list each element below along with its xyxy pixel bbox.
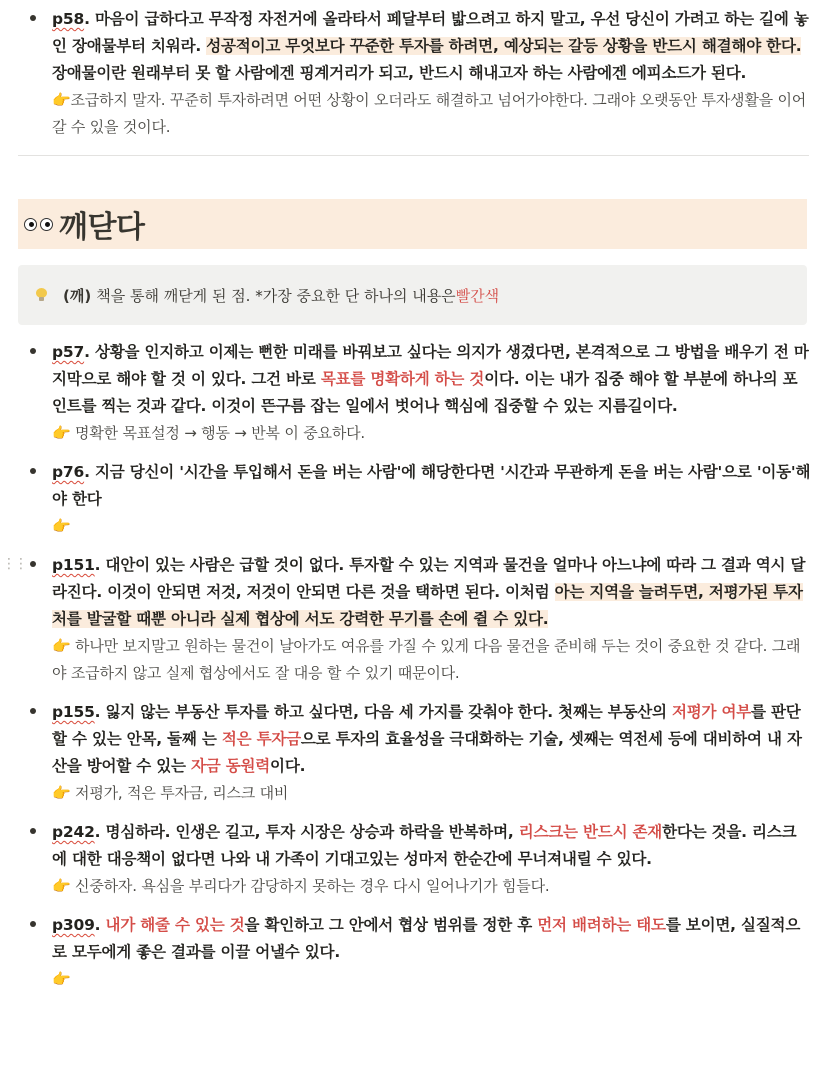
item-note: 👉 하나만 보지말고 원하는 물건이 날아가도 여유를 가질 수 있게 다음 물건을 준비해 두는 것이 중요한 것 같다. 그래야 조급하지 않고 실제 협상에서도 잘 대응 할 수 있기 때문이다. — [52, 637, 801, 682]
callout-box[interactable] — [18, 265, 807, 325]
item-note: 👉조급하지 말자. 꾸준히 투자하려면 어떤 상황이 오더라도 해결하고 넘어가야한다. 그래야 오랫동안 투자생활을 이어갈 수 있을 것이다. — [52, 91, 807, 136]
item-main-text — [52, 459, 811, 513]
text-run: . 상황을 인지하고 이제는 뻔한 미래를 바꿔보고 싶다는 의지가 생겼다면, 본격적으로 그 방법을 배우기 전 마지막으로 해야 할 것 이 있다. 그건 바로 — [52, 343, 809, 388]
bullet-dot — [30, 348, 36, 354]
item-note: 👉 — [52, 970, 71, 988]
text-run: 한다는 것을. 리스크에 대한 대응책이 없다면 나와 내 가족이 기대고있는 성마저 한순간에 무너져내릴 수 있다. — [52, 823, 797, 868]
bullet-dot — [30, 921, 36, 927]
text-run: 을 확인하고 그 안에서 협상 범위를 정한 후 — [244, 916, 538, 934]
text-run: 장애물이란 원래부터 못 할 사람에겐 핑계거리가 되고, 반드시 해내고자 하는 사람에겐 에피소드가 된다. — [52, 64, 747, 82]
text-run: . 마음이 급하다고 무작정 자전거에 올라타서 페달부터 밟으려고 하지 말고, 우선 당신이 가려고 하는 길에 놓인 장애물부터 치워라. — [52, 10, 809, 55]
page-ref-link[interactable]: p76 — [52, 463, 85, 481]
text-run: 으로 투자의 효율성을 극대화하는 기술, 셋째는 역전세 등에 대비하여 내 자산을 방어할 수 있는 — [52, 730, 802, 775]
text-run: . — [94, 916, 106, 934]
page-ref-link[interactable]: p57 — [52, 343, 85, 361]
item-note: 👉 신중하자. 욕심을 부리다가 감당하지 못하는 경우 다시 일어나기가 힘들다. — [52, 877, 550, 895]
item-main-text — [52, 912, 811, 966]
callout-prefix: (깨) — [63, 286, 92, 305]
text-run: 를 보이면, 실질적으로 모두에게 좋은 결과를 이끌 어낼수 있다. — [52, 916, 801, 961]
item-note: 👉 저평가, 적은 투자금, 리스크 대비 — [52, 784, 289, 802]
bullet-dot — [30, 708, 36, 714]
red-emphasis: 먼저 배려하는 태도 — [537, 916, 666, 934]
callout-text: 책을 통해 깨닫게 된 점. *가장 중요한 단 하나의 내용은 — [96, 286, 456, 305]
red-emphasis: 자금 동원력 — [190, 757, 271, 775]
text-run: 이다. 이는 내가 집중 해야 할 부분에 하나의 포인트를 찍는 것과 같다. 이것이 뜬구름 잡는 일에서 벗어나 핵심에 집중할 수 있는 지름길이다. — [52, 370, 798, 415]
text-run: . 지금 당신이 '시간을 투입해서 돈을 버는 사람'에 해당한다면 '시간과 무관하게 돈을 버는 사람'으로 '이동'해야 한다 — [52, 463, 811, 508]
item-main-text — [52, 6, 811, 87]
page-ref-link[interactable]: p58 — [52, 10, 85, 28]
red-emphasis: 목표를 명확하게 하는 것 — [320, 370, 485, 388]
page-ref-link[interactable]: p155 — [52, 703, 95, 721]
bullet-dot — [30, 561, 36, 567]
notion-page — [0, 6, 827, 1074]
item-note: 👉 — [52, 517, 71, 535]
text-run: . 잃지 않는 부동산 투자를 하고 싶다면, 다음 세 가지를 갖춰야 한다. 첫째는 부동산의 — [94, 703, 672, 721]
bullet-dot — [30, 468, 36, 474]
page-ref-link[interactable]: p309 — [52, 916, 95, 934]
item-main-text — [52, 339, 811, 420]
bullet-dot — [30, 828, 36, 834]
red-emphasis: 적은 투자금 — [221, 730, 301, 748]
callout-red-word: 빨간색 — [455, 286, 500, 305]
list-item — [0, 819, 827, 900]
text-run: 이다. — [270, 757, 306, 775]
item-main-text — [52, 699, 811, 780]
item-main-text — [52, 552, 811, 633]
list-item — [0, 459, 827, 540]
list-item — [0, 339, 827, 447]
top-bullet-list — [0, 6, 827, 141]
text-run: . 명심하라. 인생은 길고, 투자 시장은 상승과 하락을 반복하며, — [94, 823, 519, 841]
highlighted-text: 아는 지역을 늘려두면, 저평가된 투자처를 발굴할 때뿐 아니라 실제 협상에 서도 강력한 무기를 손에 쥘 수 있다. — [52, 583, 803, 628]
highlighted-text: 성공적이고 무엇보다 꾸준한 투자를 하려면, 예상되는 갈등 상황을 반드시 해결해야 한다. — [206, 37, 802, 55]
red-emphasis: 저평가 여부 — [671, 703, 752, 721]
list-item — [0, 699, 827, 807]
red-emphasis: 리스크는 반드시 존재 — [518, 823, 663, 841]
insight-list — [0, 339, 827, 993]
page-ref-link[interactable]: p151 — [52, 556, 95, 574]
text-run: . 대안이 있는 사람은 급할 것이 없다. 투자할 수 있는 지역과 물건을 얼마나 아느냐에 따라 그 결과 역시 달라진다. 이것이 안되면 저것, 저것이 안되면 다른 것을 택하면 된다. 이처럼 — [52, 556, 806, 601]
list-item — [0, 912, 827, 993]
list-item-p58 — [0, 6, 827, 141]
red-emphasis: 내가 해줄 수 있는 것 — [105, 916, 245, 934]
page-ref-link[interactable]: p242 — [52, 823, 95, 841]
text-run: 를 판단할 수 있는 안목, 둘째 는 — [52, 703, 801, 748]
lightbulb-icon — [36, 288, 47, 302]
list-item — [0, 552, 827, 687]
drag-handle-icon[interactable]: ⋮⋮ — [2, 556, 26, 572]
item-main-text — [52, 819, 811, 873]
bullet-dot — [30, 15, 36, 21]
heading-text: 깨닫다 — [59, 210, 145, 245]
section-heading[interactable] — [18, 199, 807, 249]
divider — [18, 155, 809, 156]
eyes-icon — [24, 218, 53, 231]
item-note: 👉 명확한 목표설정 → 행동 → 반복 이 중요하다. — [52, 424, 365, 442]
